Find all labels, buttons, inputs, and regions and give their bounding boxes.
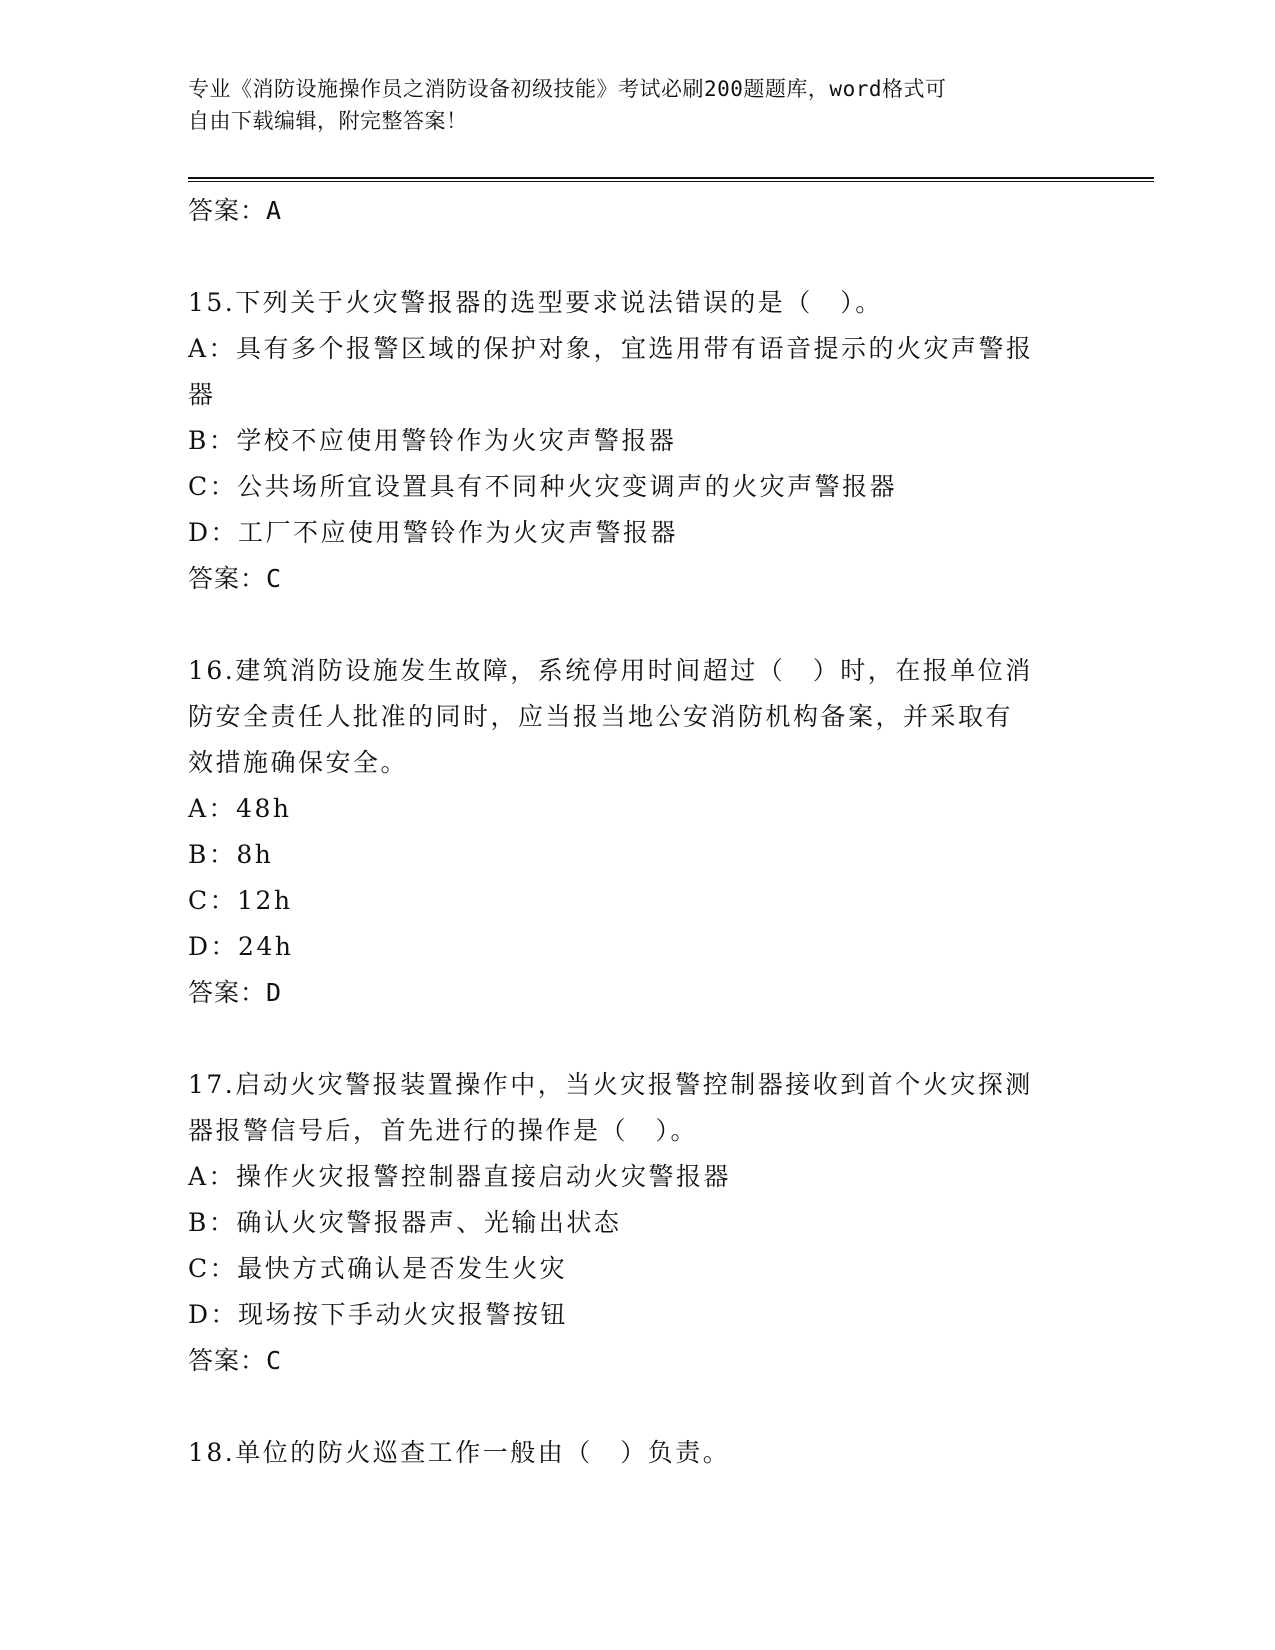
spacer xyxy=(188,1016,1088,1062)
question-stem: 17.启动火灾警报装置操作中，当火灾报警控制器接收到首个火灾探测 xyxy=(188,1070,1033,1099)
option-c: C：12h xyxy=(188,886,293,915)
question-17 xyxy=(188,1062,1088,1384)
question-stem: 15.下列关于火灾警报器的选型要求说法错误的是（ ）。 xyxy=(188,288,883,317)
spacer xyxy=(188,234,1088,280)
option-b: B：8h xyxy=(188,840,274,869)
question-18 xyxy=(188,1430,1088,1476)
answer-line: 答案：A xyxy=(188,196,283,225)
spacer xyxy=(188,1384,1088,1430)
question-stem: 16.建筑消防设施发生故障，系统停用时间超过（ ）时，在报单位消 xyxy=(188,656,1033,685)
question-16 xyxy=(188,648,1088,1016)
option-d: D：现场按下手动火灾报警按钮 xyxy=(188,1300,569,1329)
question-stem-continuation: 防安全责任人批准的同时，应当报当地公安消防机构备案，并采取有 xyxy=(188,702,1014,731)
option-a: A：具有多个报警区域的保护对象，宜选用带有语音提示的火灾声警报 xyxy=(188,334,1034,363)
header-line-2: 自由下载编辑，附完整答案！ xyxy=(188,109,468,133)
header-line-1: 专业《消防设施操作员之消防设备初级技能》考试必刷200题题库，word格式可 xyxy=(188,77,947,101)
question-stem-continuation: 器报警信号后，首先进行的操作是（ ）。 xyxy=(188,1116,699,1145)
question-stem-continuation: 效措施确保安全。 xyxy=(188,748,409,777)
spacer xyxy=(188,602,1088,648)
document-header xyxy=(188,73,1088,137)
option-a-continuation: 器 xyxy=(188,380,216,409)
option-a: A：操作火灾报警控制器直接启动火灾警报器 xyxy=(188,1162,732,1191)
option-c: C：公共场所宜设置具有不同种火灾变调声的火灾声警报器 xyxy=(188,472,898,501)
option-c: C：最快方式确认是否发生火灾 xyxy=(188,1254,568,1283)
question-stem: 18.单位的防火巡查工作一般由（ ）负责。 xyxy=(188,1438,731,1467)
option-b: B：确认火灾警报器声、光输出状态 xyxy=(188,1208,622,1237)
option-d: D：24h xyxy=(188,932,294,961)
option-d: D：工厂不应使用警铃作为火灾声警报器 xyxy=(188,518,679,547)
answer-line: 答案：C xyxy=(188,564,283,593)
question-15 xyxy=(188,280,1088,602)
header-divider xyxy=(188,177,1154,182)
answer-line: 答案：D xyxy=(188,978,283,1007)
option-b: B：学校不应使用警铃作为火灾声警报器 xyxy=(188,426,677,455)
option-a: A：48h xyxy=(188,794,292,823)
document-body xyxy=(188,188,1088,1476)
answer-line: 答案：C xyxy=(188,1346,283,1375)
